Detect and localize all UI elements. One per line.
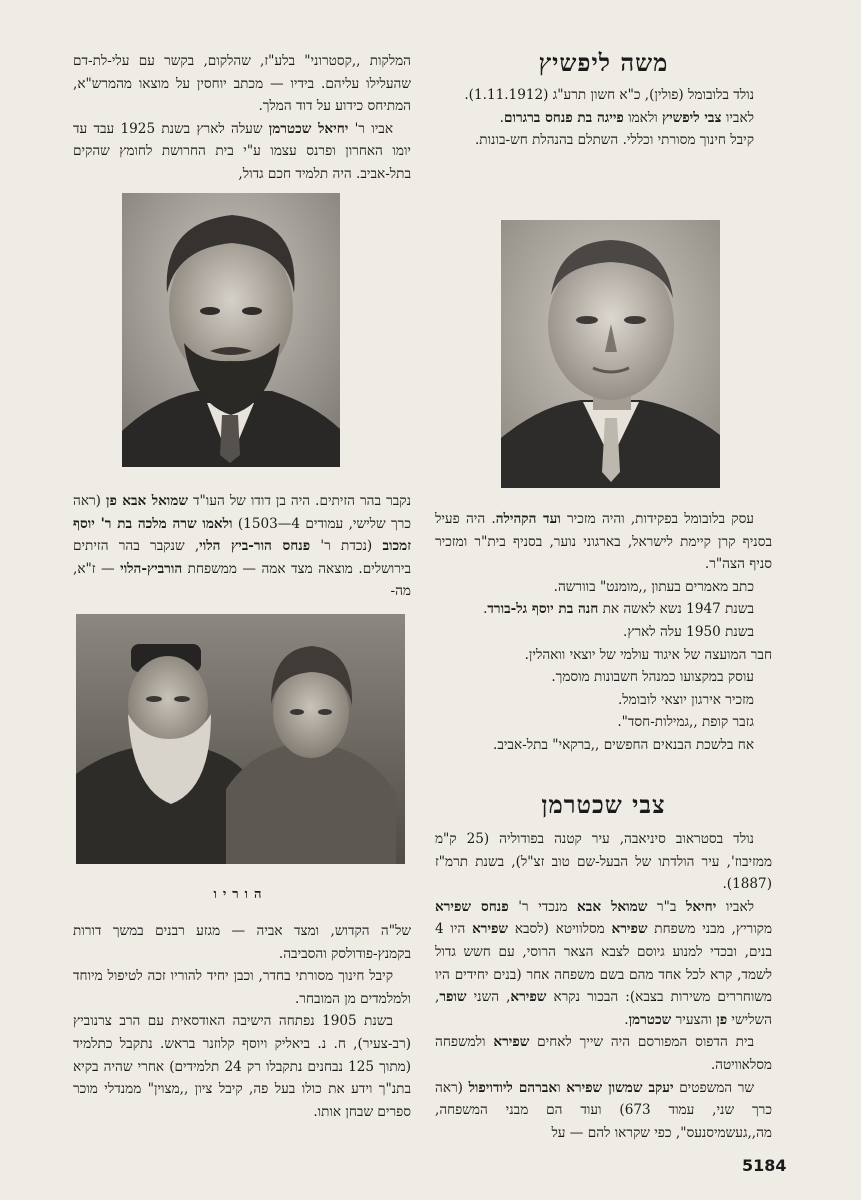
printing-house-paragraph: בית הדפוס המפורסם היה שייך לאחים שפירא ולמשפחה מסלאוויטה. bbox=[435, 1034, 772, 1073]
portrait-image bbox=[501, 220, 720, 488]
photo-caption-parents: הוריו bbox=[213, 887, 268, 902]
treasurer-paragraph: גזבר קופת ,,גמילות-חסד". bbox=[617, 714, 754, 731]
career-paragraph: עסק בלובומל בפקידות, והיה מזכיר ועד הקהילה. היה פעיל בסניף קרן קיימת לישראל, בארגוני נוער, בסניף בית"ר ומזכיר סניף הצה"ר. bbox=[435, 511, 772, 573]
childhood-education-paragraph: קיבל חינוך מסורתי בחדר, וכבן יחיד להוריו זכה לטיפול מיוחד ולמלמדים מן המובחר. bbox=[73, 968, 411, 1007]
left-column-middle bbox=[73, 490, 411, 603]
portrait-image bbox=[76, 614, 405, 864]
portrait-image bbox=[122, 193, 340, 467]
mother-name: פייגה בת פנחס ברגרום bbox=[503, 109, 624, 126]
wife-name: חנה בת יוסף גל-בורד bbox=[487, 601, 599, 618]
secretary-paragraph: מזכיר אירגון יוצאי לובומל. bbox=[617, 691, 754, 708]
right-column-middle bbox=[435, 508, 772, 757]
ancestry-paragraph: המלקות ,,קסטרוני" בלע"ז, שהלקום, בקשר עם עלי-לת-דם שהעלילו עליהם. בידיו — מכתב יוחסין על מוצאו מהמרש"א, המתיחס כידוע על דוד המלך. bbox=[73, 53, 411, 115]
council-paragraph: חבר המועצה של איגוד עולמי של יוצאי וואהלין. bbox=[524, 646, 772, 663]
biography-name-schechterman: צבי שכטרמן bbox=[541, 790, 666, 819]
portrait-parents bbox=[76, 614, 405, 864]
father-yechiel-name: יחיאל שכטרמן bbox=[268, 120, 349, 137]
profession-paragraph: עוסק במקצועו כמנהל חשבונות מוסמך. bbox=[551, 669, 754, 686]
father-name: צבי ליפשיץ bbox=[662, 109, 722, 126]
father-paragraph: אביו ר' יחיאל שכטרמן שעלה לארץ בשנת 1925 עבד עד יומו האחרון ופרנס עצמו ע"י בית החרושת לחומץ שהקים בתל-אביב. היה תלמיד חכם גדול, bbox=[73, 120, 411, 182]
lineage-paragraph: של"ה הקדוש, ומצד אביה — מגזע רבנים במשך דורות בקמנץ-פודולסק והסביבה. bbox=[73, 923, 411, 962]
freemasons-paragraph: אח בלשכת הבנאים החפשים ,,ברקאי" בתל-אביב. bbox=[493, 736, 754, 753]
aliyah-paragraph: בשנת 1950 עלה לארץ. bbox=[623, 623, 754, 640]
marriage-paragraph: בשנת 1947 נשא לאשה את חנה בת יוסף גל-בורד. bbox=[483, 601, 754, 618]
yeshiva-paragraph: בשנת 1905 נפתחה הישיבה האודסאית עם הרב צרנוביץ (רב-צעיר), ח. נ. ביאליק ויוסף קלוזנר בראש. נתקבל כתלמיד (מתוך 125 נבחנים נתקבלו רק 24 תלמידים) אחרי שהיה בקיא בתנ"ך וידע את כולו בעל פה, קיבל ציון ,,מצוין" ממנדלי מוכר ספרים שבחן אותו. bbox=[73, 1013, 411, 1120]
left-column-top bbox=[73, 50, 411, 186]
page-number: 5184 bbox=[742, 1156, 787, 1175]
justice-minister-paragraph: שר המשפטים יעקב שמשון שפירא ואברהם ליודויפול (ראה כרך שני, עמוד 673) ועוד הם מבני המשפחה, מה,,געשמיסנעס", כפי שקראו להם — על bbox=[435, 1079, 772, 1141]
education-paragraph: קיבל חינוך מסורתי וכללי. השתלם בהנהלת חש-בונות. bbox=[474, 132, 754, 149]
birth-paragraph: נולד בלובומל (פולין), כ"א חשון תרע"ג (1.11.1912). bbox=[464, 87, 754, 103]
articles-paragraph: כתב מאמרים בעתון ,,מומנט" בוורשה. bbox=[553, 578, 754, 595]
right-column-bottom bbox=[435, 790, 772, 1144]
portrait-yechiel-schechterman bbox=[122, 193, 340, 467]
right-column-top bbox=[435, 48, 772, 152]
portrait-moshe-lipshitz bbox=[501, 220, 720, 488]
burial-paragraph: נקבר בהר הזיתים. היה בן דודו של העו"ד שמואל אבא פן (ראה כרך שלישי, עמודים 4—1503) ולאמו שרה מלכה בת ר' יוסף זמכוב (נכדת ר' פנחס הור-ביץ הלוי, שנקבר בהר הזיתים בירושלים. מוצאה מצד אמה — ממשפחת הורביץ-הלוי — ז"א, מה- bbox=[73, 493, 412, 600]
left-column-bottom bbox=[73, 920, 411, 1123]
biography-name-lipshitz: משה ליפשיץ bbox=[538, 48, 669, 77]
schechterman-family-paragraph: לאביו יחיאל ב"ר שמואל אבא מנכדי ר' פנחס שפירא מקוריץ, מבני משפחת שפירא מסלוויטא (לסבא שפירא היו 4 בנים, ובכדי למנוע גיוסם לצבא הצאר הרוסי, עם חשש גדול לשמד, קרא לכל אחד מהם בשם משפחה אחר (בנים יחידים היו משוחררים משירות בצבא): הבכור נקרא שפירא, השני שופר, השלישי פן והצעיר שכטרמן. bbox=[435, 898, 773, 1028]
parents-paragraph: לאביו צבי ליפשיץ ולאמו פייגה בת פנחס ברגרום. bbox=[499, 109, 754, 126]
schechterman-birth-paragraph: נולד בסטראוב סיניאבה, עיר קטנה בפודוליה (25 ק"מ ממזיבוז', עיר הולדתו של הבעל-שם טוב זצ"ל), בשנת תרמ"ז (1887). bbox=[435, 831, 772, 893]
